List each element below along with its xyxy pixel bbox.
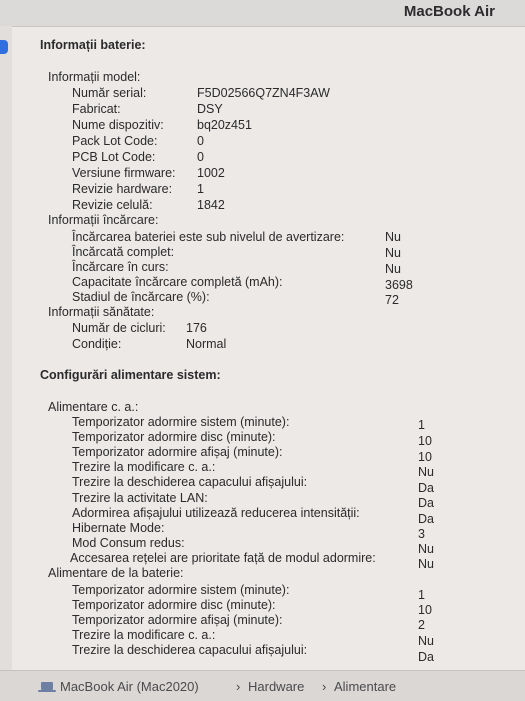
- ac-value: Da: [418, 512, 434, 526]
- model-key: Nume dispozitiv:: [72, 118, 164, 132]
- battery-power-value: Nu: [418, 634, 434, 648]
- model-value: 1: [197, 182, 204, 196]
- path-item-hardware[interactable]: Hardware: [248, 679, 305, 694]
- charge-value: Nu: [385, 230, 401, 244]
- battery-power-value: 2: [418, 618, 425, 632]
- charge-value: 72: [385, 293, 399, 307]
- ac-key: Trezire la deschiderea capacului afișajului:: [72, 475, 308, 489]
- health-value: Normal: [186, 337, 227, 351]
- path-separator: ›: [322, 679, 327, 694]
- model-value: 0: [197, 150, 204, 164]
- laptop-icon: [38, 682, 56, 692]
- ac-key: Hibernate Mode:: [72, 521, 165, 535]
- charge-info-label: Informații încărcare:: [48, 213, 159, 227]
- battery-power-key: Trezire la deschiderea capacului afișajului:: [72, 643, 308, 657]
- health-value: 176: [186, 321, 207, 335]
- ac-power-label: Alimentare c. a.:: [48, 400, 139, 414]
- model-key: Fabricat:: [72, 102, 121, 116]
- path-separator: ›: [236, 679, 241, 694]
- ac-value: Nu: [418, 465, 434, 479]
- model-key: PCB Lot Code:: [72, 150, 156, 164]
- charge-key: Încărcată complet:: [72, 245, 175, 259]
- model-value: bq20z451: [197, 118, 252, 132]
- ac-value: Nu: [418, 557, 434, 571]
- ac-key: Temporizator adormire afișaj (minute):: [72, 445, 283, 459]
- ac-key: Mod Consum redus:: [72, 536, 185, 550]
- ac-value: Da: [418, 496, 434, 510]
- battery-power-value: 1: [418, 588, 425, 602]
- charge-value: 3698: [385, 278, 413, 292]
- model-value: 1002: [197, 166, 225, 180]
- ac-key: Trezire la modificare c. a.:: [72, 460, 216, 474]
- charge-key: Încărcarea bateriei este sub nivelul de avertizare:: [72, 230, 345, 244]
- ac-key: Accesarea rețelei are prioritate față de modul adormire:: [70, 551, 376, 565]
- model-key: Revizie celulă:: [72, 198, 153, 212]
- title-bar: [0, 0, 525, 27]
- model-value: DSY: [197, 102, 223, 116]
- ac-value: Da: [418, 481, 434, 495]
- model-key: Revizie hardware:: [72, 182, 173, 196]
- charge-key: Capacitate încărcare completă (mAh):: [72, 275, 283, 289]
- health-key: Condiție:: [72, 337, 122, 351]
- model-value: 0: [197, 134, 204, 148]
- model-key: Pack Lot Code:: [72, 134, 158, 148]
- battery-power-value: 10: [418, 603, 432, 617]
- battery-power-key: Temporizator adormire disc (minute):: [72, 598, 276, 612]
- health-info-label: Informații sănătate:: [48, 305, 155, 319]
- path-bar: [0, 670, 525, 701]
- charge-key: Încărcare în curs:: [72, 260, 169, 274]
- ac-value: 10: [418, 434, 432, 448]
- ac-key: Trezire la activitate LAN:: [72, 491, 208, 505]
- ac-key: Adormirea afișajului utilizează reducerea intensității:: [72, 506, 360, 520]
- power-config-heading: Configurări alimentare sistem:: [40, 368, 221, 382]
- charge-key: Stadiul de încărcare (%):: [72, 290, 210, 304]
- ac-value: 3: [418, 527, 425, 541]
- model-value: F5D02566Q7ZN4F3AW: [197, 86, 330, 100]
- battery-power-key: Temporizator adormire afișaj (minute):: [72, 613, 283, 627]
- ac-key: Temporizator adormire disc (minute):: [72, 430, 276, 444]
- model-value: 1842: [197, 198, 225, 212]
- health-key: Număr de cicluri:: [72, 321, 166, 335]
- battery-power-key: Temporizator adormire sistem (minute):: [72, 583, 290, 597]
- ac-value: Nu: [418, 542, 434, 556]
- battery-power-value: Da: [418, 650, 434, 664]
- path-item-machine[interactable]: MacBook Air (Mac2020): [60, 679, 199, 694]
- ac-value: 1: [418, 418, 425, 432]
- report-content: [0, 26, 525, 670]
- ac-key: Temporizator adormire sistem (minute):: [72, 415, 290, 429]
- battery-power-label: Alimentare de la baterie:: [48, 566, 184, 580]
- charge-value: Nu: [385, 262, 401, 276]
- path-item-power[interactable]: Alimentare: [334, 679, 397, 694]
- battery-power-key: Trezire la modificare c. a.:: [72, 628, 216, 642]
- window-title: MacBook Air: [403, 3, 495, 20]
- ac-value: 10: [418, 450, 432, 464]
- model-key: Număr serial:: [72, 86, 147, 100]
- charge-value: Nu: [385, 246, 401, 260]
- battery-info-heading: Informații baterie:: [40, 38, 146, 52]
- model-info-label: Informații model:: [48, 70, 141, 84]
- model-key: Versiune firmware:: [72, 166, 176, 180]
